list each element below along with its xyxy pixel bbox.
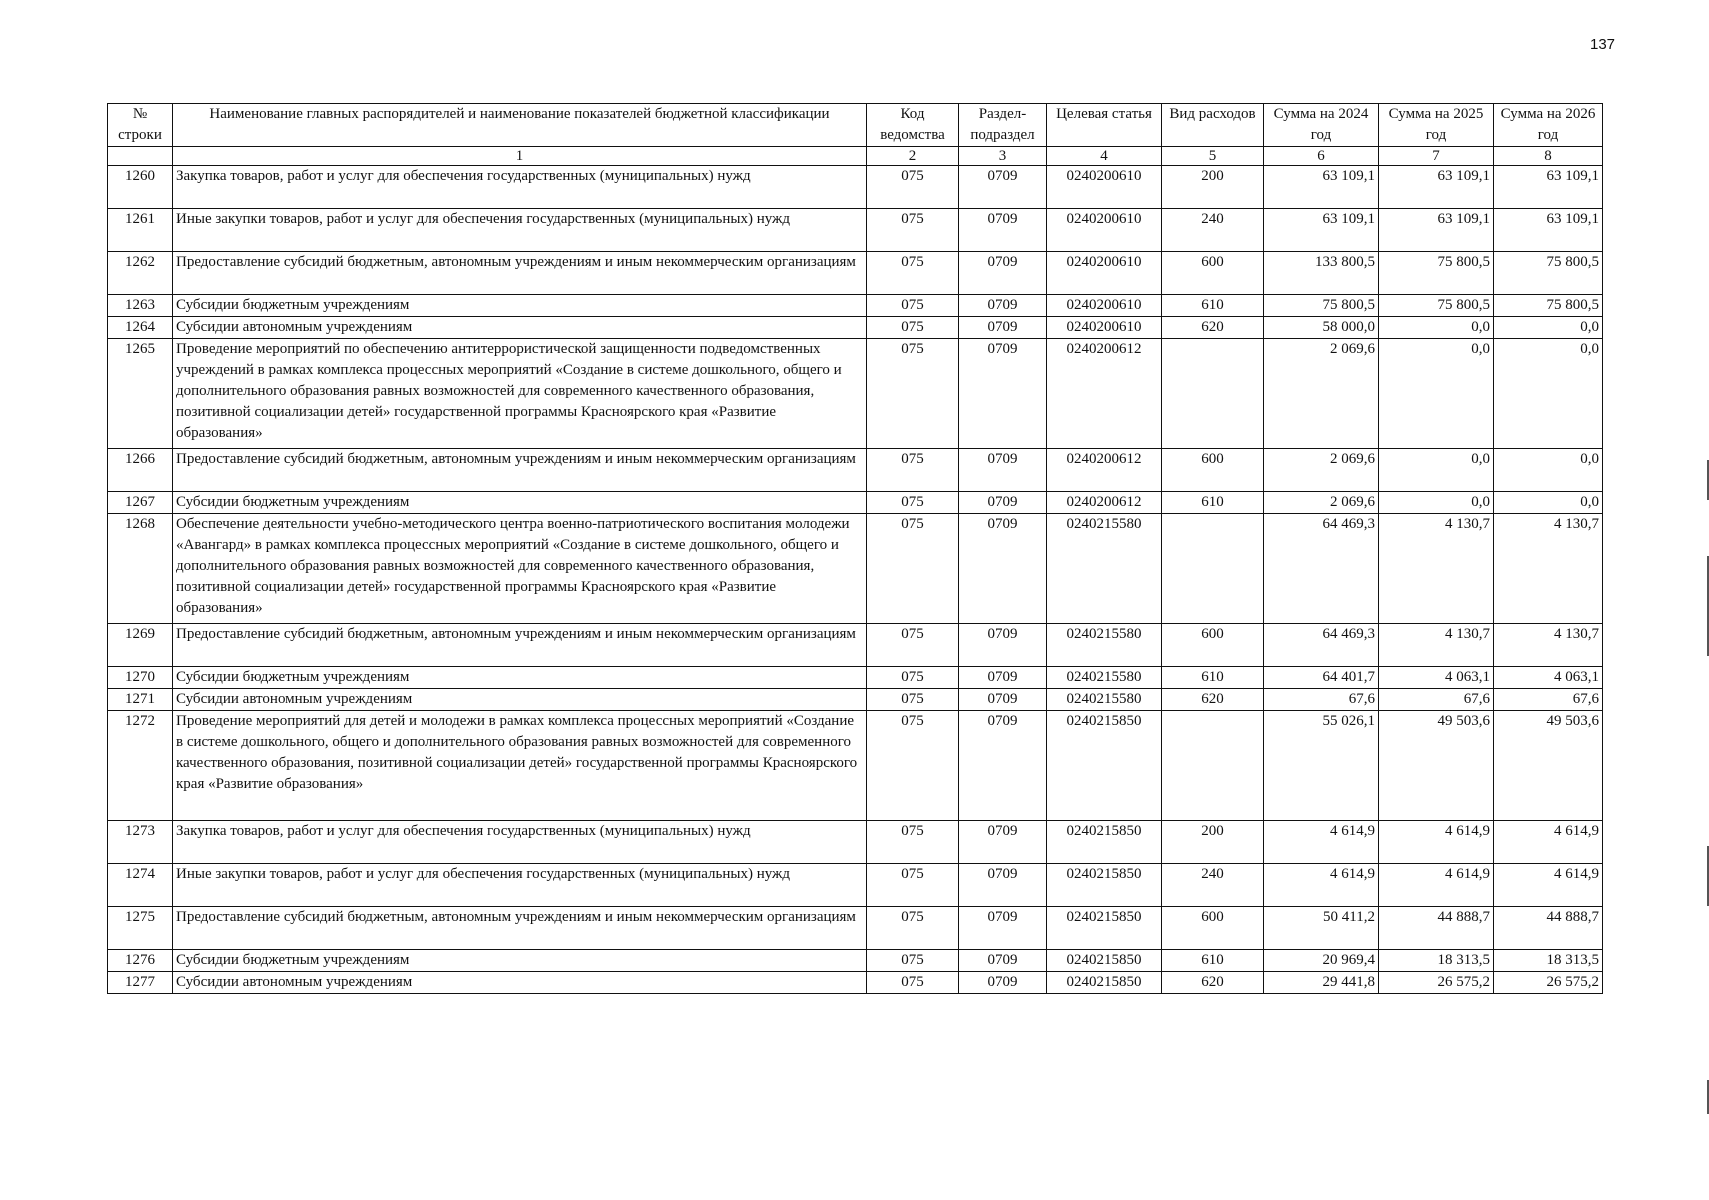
row-sum-2026: 26 575,2: [1494, 972, 1603, 994]
row-sum-2025: 63 109,1: [1379, 166, 1494, 209]
row-sum-2025: 4 614,9: [1379, 821, 1494, 864]
row-target-code: 0240200610: [1047, 166, 1162, 209]
row-name: Субсидии бюджетным учреждениям: [173, 950, 867, 972]
row-section-code: 0709: [959, 624, 1047, 667]
row-ministry-code: 075: [867, 492, 959, 514]
table-row: [108, 209, 1603, 252]
row-sum-2024: 4 614,9: [1264, 821, 1379, 864]
row-sum-2025: 18 313,5: [1379, 950, 1494, 972]
row-sum-2026: 18 313,5: [1494, 950, 1603, 972]
table-row: [108, 317, 1603, 339]
row-sum-2025: 4 063,1: [1379, 667, 1494, 689]
column-number: 4: [1047, 147, 1162, 166]
row-sum-2024: 58 000,0: [1264, 317, 1379, 339]
row-number: 1263: [108, 295, 173, 317]
row-number: 1276: [108, 950, 173, 972]
row-sum-2026: 75 800,5: [1494, 295, 1603, 317]
row-sum-2024: 64 401,7: [1264, 667, 1379, 689]
row-ministry-code: 075: [867, 907, 959, 950]
row-expense-type: 600: [1162, 252, 1264, 295]
header-section: Раздел-подраздел: [959, 104, 1047, 147]
row-sum-2025: 49 503,6: [1379, 711, 1494, 821]
row-number: 1266: [108, 449, 173, 492]
row-sum-2026: 0,0: [1494, 317, 1603, 339]
column-number-blank: [108, 147, 173, 166]
row-section-code: 0709: [959, 907, 1047, 950]
table-row: [108, 514, 1603, 624]
header-target: Целевая статья: [1047, 104, 1162, 147]
row-sum-2025: 0,0: [1379, 449, 1494, 492]
table-row: [108, 624, 1603, 667]
row-number: 1267: [108, 492, 173, 514]
row-sum-2026: 0,0: [1494, 449, 1603, 492]
row-sum-2025: 4 130,7: [1379, 514, 1494, 624]
table-row: [108, 864, 1603, 907]
row-name: Закупка товаров, работ и услуг для обеспечения государственных (муниципальных) нужд: [173, 821, 867, 864]
table-row: [108, 907, 1603, 950]
row-number: 1261: [108, 209, 173, 252]
row-ministry-code: 075: [867, 711, 959, 821]
row-expense-type: 620: [1162, 972, 1264, 994]
row-ministry-code: 075: [867, 624, 959, 667]
row-target-code: 0240200610: [1047, 295, 1162, 317]
table-row: [108, 252, 1603, 295]
row-sum-2024: 50 411,2: [1264, 907, 1379, 950]
row-target-code: 0240215850: [1047, 950, 1162, 972]
table-row: [108, 295, 1603, 317]
row-sum-2025: 75 800,5: [1379, 295, 1494, 317]
row-expense-type: 600: [1162, 449, 1264, 492]
row-sum-2025: 4 130,7: [1379, 624, 1494, 667]
row-sum-2025: 75 800,5: [1379, 252, 1494, 295]
row-target-code: 0240215850: [1047, 821, 1162, 864]
row-number: 1260: [108, 166, 173, 209]
row-number: 1275: [108, 907, 173, 950]
row-name: Субсидии бюджетным учреждениям: [173, 492, 867, 514]
row-name: Обеспечение деятельности учебно-методического центра военно-патриотического воспитания молодежи «Авангард» в рамках комплекса процессных мероприятий «Создание в системе дошкольного, общего и дополнительного образования равных возможностей для современного качественного образования, позитивной социализации детей» государственной программы Красноярского края «Развитие образования»: [173, 514, 867, 624]
row-name: Субсидии бюджетным учреждениям: [173, 295, 867, 317]
row-section-code: 0709: [959, 339, 1047, 449]
row-sum-2024: 75 800,5: [1264, 295, 1379, 317]
row-sum-2024: 2 069,6: [1264, 449, 1379, 492]
table-row: [108, 821, 1603, 864]
row-section-code: 0709: [959, 295, 1047, 317]
row-target-code: 0240215850: [1047, 972, 1162, 994]
row-ministry-code: 075: [867, 339, 959, 449]
table-row: [108, 950, 1603, 972]
row-target-code: 0240200610: [1047, 209, 1162, 252]
table-row: [108, 972, 1603, 994]
row-sum-2025: 0,0: [1379, 339, 1494, 449]
row-sum-2025: 44 888,7: [1379, 907, 1494, 950]
column-number-row: [108, 147, 1603, 166]
table-row: [108, 449, 1603, 492]
row-expense-type: 600: [1162, 907, 1264, 950]
row-target-code: 0240215850: [1047, 864, 1162, 907]
row-section-code: 0709: [959, 711, 1047, 821]
row-ministry-code: 075: [867, 252, 959, 295]
row-sum-2024: 67,6: [1264, 689, 1379, 711]
column-number: 7: [1379, 147, 1494, 166]
row-expense-type: [1162, 514, 1264, 624]
row-number: 1270: [108, 667, 173, 689]
row-section-code: 0709: [959, 252, 1047, 295]
column-number: 2: [867, 147, 959, 166]
row-section-code: 0709: [959, 166, 1047, 209]
row-name: Закупка товаров, работ и услуг для обеспечения государственных (муниципальных) нужд: [173, 166, 867, 209]
row-number: 1274: [108, 864, 173, 907]
header-ministry: Код ведомства: [867, 104, 959, 147]
row-ministry-code: 075: [867, 166, 959, 209]
row-section-code: 0709: [959, 492, 1047, 514]
row-number: 1262: [108, 252, 173, 295]
column-number: 5: [1162, 147, 1264, 166]
row-target-code: 0240215580: [1047, 667, 1162, 689]
budget-table: [107, 103, 1603, 994]
header-expense-type: Вид расходов: [1162, 104, 1264, 147]
row-expense-type: 610: [1162, 492, 1264, 514]
row-expense-type: 610: [1162, 667, 1264, 689]
row-name: Субсидии автономным учреждениям: [173, 689, 867, 711]
table-row: [108, 339, 1603, 449]
row-name: Проведение мероприятий по обеспечению антитеррористической защищенности подведомственных учреждений в рамках комплекса процессных мероприятий «Создание в системе дошкольного, общего и дополнительного образования равных возможностей для современного качественного образования, позитивной социализации детей» государственной программы Красноярского края «Развитие образования»: [173, 339, 867, 449]
header-sum-2024: Сумма на 2024 год: [1264, 104, 1379, 147]
header-name: Наименование главных распорядителей и наименование показателей бюджетной классификации: [173, 104, 867, 147]
table-row: [108, 166, 1603, 209]
row-target-code: 0240215580: [1047, 514, 1162, 624]
row-sum-2024: 133 800,5: [1264, 252, 1379, 295]
row-number: 1273: [108, 821, 173, 864]
row-expense-type: [1162, 711, 1264, 821]
row-name: Иные закупки товаров, работ и услуг для обеспечения государственных (муниципальных) нужд: [173, 209, 867, 252]
header-sum-2025: Сумма на 2025 год: [1379, 104, 1494, 147]
row-expense-type: 600: [1162, 624, 1264, 667]
row-sum-2024: 2 069,6: [1264, 339, 1379, 449]
row-section-code: 0709: [959, 209, 1047, 252]
row-expense-type: 610: [1162, 950, 1264, 972]
row-ministry-code: 075: [867, 209, 959, 252]
row-section-code: 0709: [959, 317, 1047, 339]
row-sum-2026: 75 800,5: [1494, 252, 1603, 295]
row-ministry-code: 075: [867, 295, 959, 317]
row-section-code: 0709: [959, 821, 1047, 864]
row-section-code: 0709: [959, 972, 1047, 994]
column-number: 1: [173, 147, 867, 166]
row-target-code: 0240200612: [1047, 449, 1162, 492]
row-expense-type: 620: [1162, 689, 1264, 711]
row-expense-type: 240: [1162, 864, 1264, 907]
row-sum-2024: 64 469,3: [1264, 514, 1379, 624]
row-sum-2024: 20 969,4: [1264, 950, 1379, 972]
row-expense-type: 620: [1162, 317, 1264, 339]
row-number: 1271: [108, 689, 173, 711]
header-row: [108, 104, 1603, 147]
row-name: Предоставление субсидий бюджетным, автономным учреждениям и иным некоммерческим организациям: [173, 252, 867, 295]
row-section-code: 0709: [959, 667, 1047, 689]
column-number: 6: [1264, 147, 1379, 166]
row-target-code: 0240200612: [1047, 492, 1162, 514]
row-number: 1277: [108, 972, 173, 994]
row-sum-2026: 63 109,1: [1494, 166, 1603, 209]
row-section-code: 0709: [959, 449, 1047, 492]
row-section-code: 0709: [959, 689, 1047, 711]
table-body: [108, 166, 1603, 994]
row-sum-2024: 63 109,1: [1264, 166, 1379, 209]
column-number: 8: [1494, 147, 1603, 166]
row-expense-type: 200: [1162, 821, 1264, 864]
row-sum-2026: 4 063,1: [1494, 667, 1603, 689]
row-expense-type: [1162, 339, 1264, 449]
row-ministry-code: 075: [867, 317, 959, 339]
row-ministry-code: 075: [867, 972, 959, 994]
row-sum-2024: 4 614,9: [1264, 864, 1379, 907]
row-expense-type: 200: [1162, 166, 1264, 209]
row-section-code: 0709: [959, 864, 1047, 907]
row-sum-2026: 4 614,9: [1494, 864, 1603, 907]
row-sum-2026: 67,6: [1494, 689, 1603, 711]
row-sum-2026: 4 130,7: [1494, 624, 1603, 667]
row-sum-2025: 26 575,2: [1379, 972, 1494, 994]
row-sum-2026: 0,0: [1494, 492, 1603, 514]
row-ministry-code: 075: [867, 449, 959, 492]
row-ministry-code: 075: [867, 514, 959, 624]
row-number: 1264: [108, 317, 173, 339]
row-sum-2024: 2 069,6: [1264, 492, 1379, 514]
row-sum-2026: 0,0: [1494, 339, 1603, 449]
row-name: Субсидии автономным учреждениям: [173, 317, 867, 339]
row-ministry-code: 075: [867, 950, 959, 972]
row-sum-2025: 67,6: [1379, 689, 1494, 711]
row-number: 1269: [108, 624, 173, 667]
row-sum-2024: 55 026,1: [1264, 711, 1379, 821]
table-row: [108, 492, 1603, 514]
row-sum-2024: 64 469,3: [1264, 624, 1379, 667]
table-row: [108, 711, 1603, 821]
row-expense-type: 610: [1162, 295, 1264, 317]
row-target-code: 0240200610: [1047, 252, 1162, 295]
row-sum-2026: 4 614,9: [1494, 821, 1603, 864]
row-sum-2026: 63 109,1: [1494, 209, 1603, 252]
row-name: Предоставление субсидий бюджетным, автономным учреждениям и иным некоммерческим организациям: [173, 907, 867, 950]
row-number: 1268: [108, 514, 173, 624]
column-number: 3: [959, 147, 1047, 166]
row-number: 1272: [108, 711, 173, 821]
row-target-code: 0240215850: [1047, 711, 1162, 821]
row-name: Субсидии автономным учреждениям: [173, 972, 867, 994]
row-sum-2025: 0,0: [1379, 317, 1494, 339]
row-section-code: 0709: [959, 950, 1047, 972]
row-ministry-code: 075: [867, 864, 959, 907]
row-sum-2026: 49 503,6: [1494, 711, 1603, 821]
row-target-code: 0240200612: [1047, 339, 1162, 449]
row-name: Предоставление субсидий бюджетным, автономным учреждениям и иным некоммерческим организациям: [173, 449, 867, 492]
row-expense-type: 240: [1162, 209, 1264, 252]
row-number: 1265: [108, 339, 173, 449]
row-section-code: 0709: [959, 514, 1047, 624]
row-ministry-code: 075: [867, 689, 959, 711]
row-name: Субсидии бюджетным учреждениям: [173, 667, 867, 689]
row-target-code: 0240215580: [1047, 624, 1162, 667]
row-sum-2024: 29 441,8: [1264, 972, 1379, 994]
row-sum-2025: 63 109,1: [1379, 209, 1494, 252]
row-name: Предоставление субсидий бюджетным, автономным учреждениям и иным некоммерческим организациям: [173, 624, 867, 667]
header-sum-2026: Сумма на 2026 год: [1494, 104, 1603, 147]
row-name: Иные закупки товаров, работ и услуг для обеспечения государственных (муниципальных) нужд: [173, 864, 867, 907]
row-sum-2026: 44 888,7: [1494, 907, 1603, 950]
header-row-no: № строки: [108, 104, 173, 147]
row-sum-2025: 0,0: [1379, 492, 1494, 514]
table-row: [108, 689, 1603, 711]
row-ministry-code: 075: [867, 821, 959, 864]
row-sum-2025: 4 614,9: [1379, 864, 1494, 907]
row-ministry-code: 075: [867, 667, 959, 689]
row-target-code: 0240215580: [1047, 689, 1162, 711]
row-sum-2024: 63 109,1: [1264, 209, 1379, 252]
row-target-code: 0240215850: [1047, 907, 1162, 950]
row-target-code: 0240200610: [1047, 317, 1162, 339]
row-sum-2026: 4 130,7: [1494, 514, 1603, 624]
page-number: 137: [1590, 36, 1616, 53]
table-row: [108, 667, 1603, 689]
row-name: Проведение мероприятий для детей и молодежи в рамках комплекса процессных мероприятий «Создание в системе дошкольного, общего и дополнительного образования равных возможностей для современного качественного образования, позитивной социализации детей» государственной программы Красноярского края «Развитие образования»: [173, 711, 867, 821]
